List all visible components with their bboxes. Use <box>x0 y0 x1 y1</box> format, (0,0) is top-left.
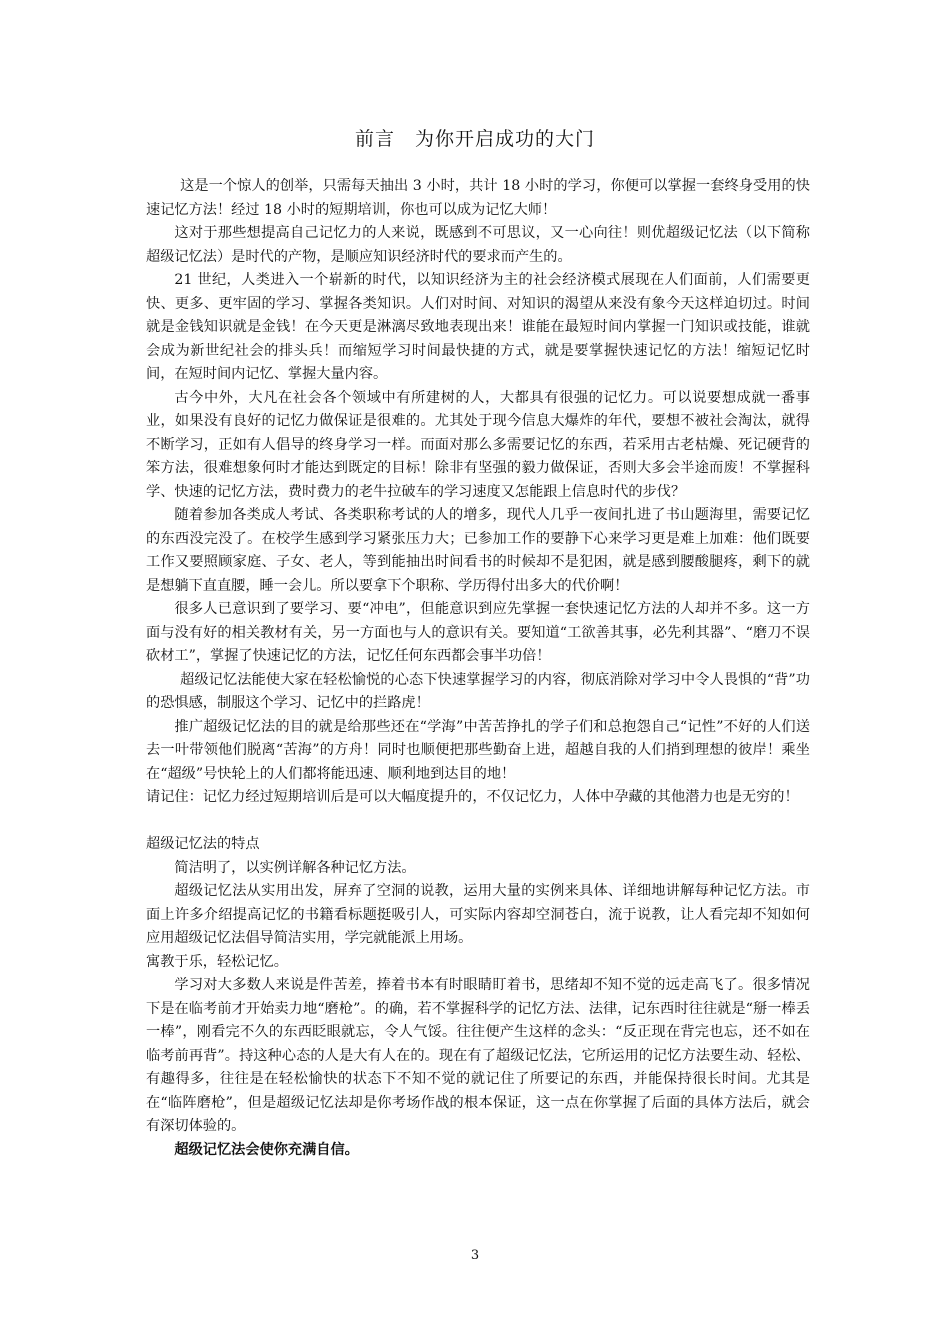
paragraph: 寓教于乐，轻松记忆。 <box>146 953 288 970</box>
page-number: 3 <box>470 1248 480 1263</box>
paragraph: 很多人已意识到了要学习、要“冲电”，但能意识到应先掌握一套快速记忆方法的人却并不多。这一方面与没有好的相关教材有关，另一方面也与人的意识有关。要知道“工欲善其事，必先利其器”、“磨刀不误砍材工”，掌握了快速记忆的方法，记忆任何东西都会事半功倍！ <box>146 601 810 664</box>
paragraph: 超级记忆法从实用出发，屏弃了空洞的说教，运用大量的实例来具体、详细地讲解每种记忆方法。市面上许多介绍提高记忆的书籍看标题挺吸引人，可实际内容却空洞苍白，流于说教，让人看完却不知如何应用超级记忆法倡导简洁实用，学完就能派上用场。 <box>146 883 810 946</box>
paragraph: 这对于那些想提高自己记忆力的人来说，既感到不可思议，又一心向往！则优超级记忆法（以下简称超级记忆法）是时代的产物，是顺应知识经济时代的要求而产生的。 <box>146 225 810 265</box>
paragraph: 21 世纪，人类进入一个崭新的时代，以知识经济为主的社会经济模式展现在人们面前，人们需要更快、更多、更牢固的学习、掌握各类知识。人们对时间、对知识的渴望从来没有象今天这样迫切过。时间就是金钱知识就是金钱！在今天更是淋漓尽致地表现出来！谁能在最短时间内掌握一门知识或技能，谁就会成为新世纪社会的排头兵！而缩短学习时间最快捷的方式，就是要掌握快速记忆的方法！缩短记忆时间，在短时间内记忆、掌握大量内容。 <box>146 272 810 382</box>
paragraph: 简洁明了，以实例详解各种记忆方法。 <box>174 859 416 876</box>
paragraph-gap <box>146 810 810 834</box>
paragraph: 随着参加各类成人考试、各类职称考试的人的增多，现代人几乎一夜间扎进了书山题海里，需要记忆的东西没完没了。在校学生感到学习紧张压力大；已参加工作的要静下心来学习更是难上加难：他们既要工作又要照顾家庭、子女、老人，等到能抽出时间看书的时候却不是犯困，就是感到腰酸腿疼，剩下的就是想躺下直直腰，睡一会儿。所以要拿下个职称、学历得付出多大的代价啊！ <box>146 507 810 594</box>
document-body <box>146 175 810 1162</box>
bold-paragraph: 超级记忆法会使你充满自信。 <box>174 1141 359 1158</box>
paragraph: 请记住：记忆力经过短期培训后是可以大幅度提升的，不仅记忆力，人体中孕藏的其他潜力也是无穷的！ <box>146 789 799 805</box>
page-title: 前言 为你开启成功的大门 <box>354 128 595 150</box>
paragraph: 超级记忆法能使大家在轻松愉悦的心态下快速掌握学习的内容，彻底消除对学习中令人畏惧的“背”功的恐惧感，制服这个学习、记忆中的拦路虎！ <box>146 671 810 711</box>
paragraph: 这是一个惊人的创举，只需每天抽出 3 小时，共计 18 小时的学习，你便可以掌握一套终身受用的快速记忆方法！经过 18 小时的短期培训，你也可以成为记忆大师！ <box>146 178 810 218</box>
paragraph: 推广超级记忆法的目的就是给那些还在“学海”中苦苦挣扎的学子们和总抱怨自己“记性”不好的人们送去一叶带领他们脱离“苦海”的方舟！同时也顺便把那些勤奋上进，超越自我的人们捎到理想的彼岸！乘坐在“超级”号快轮上的人们都将能迅速、顺利地到达目的地！ <box>146 718 810 782</box>
paragraph: 学习对大多数人来说是件苦差，捧着书本有时眼睛盯着书，思绪却不知不觉的远走高飞了。很多情况下是在临考前才开始卖力地“磨枪”。的确，若不掌握科学的记忆方法、法律，记东西时往往就是“掰一棒丢一棒”，刚看完不久的东西眨眼就忘，令人气馁。往往便产生这样的念头：“反正现在背完也忘，还不如在临考前再背”。持这种心态的人是大有人在的。现在有了超级记忆法，它所运用的记忆方法要生动、轻松、有趣得多，往往是在轻松愉快的状态下不知不觉的就记住了所要记的东西，并能保持很长时间。尤其是在“临阵磨枪”，但是超级记忆法却是你考场作战的根本保证，这一点在你掌握了后面的具体方法后，就会有深切体验的。 <box>146 977 810 1134</box>
paragraph: 古今中外，大凡在社会各个领域中有所建树的人，大都具有很强的记忆力。可以说要想成就一番事业，如果没有良好的记忆力做保证是很难的。尤其处于现今信息大爆炸的年代，要想不被社会淘汰，就得不断学习，正如有人倡导的终身学习一样。而面对那么多需要记忆的东西，若采用古老枯燥、死记硬背的笨方法，很难想象何时才能达到既定的目标！除非有坚强的毅力做保证，否则大多会半途而废！不掌握科学、快速的记忆方法，费时费力的老牛拉破车的学习速度又怎能跟上信息时代的步伐？ <box>146 389 810 500</box>
section-heading: 超级记忆法的特点 <box>146 836 260 852</box>
